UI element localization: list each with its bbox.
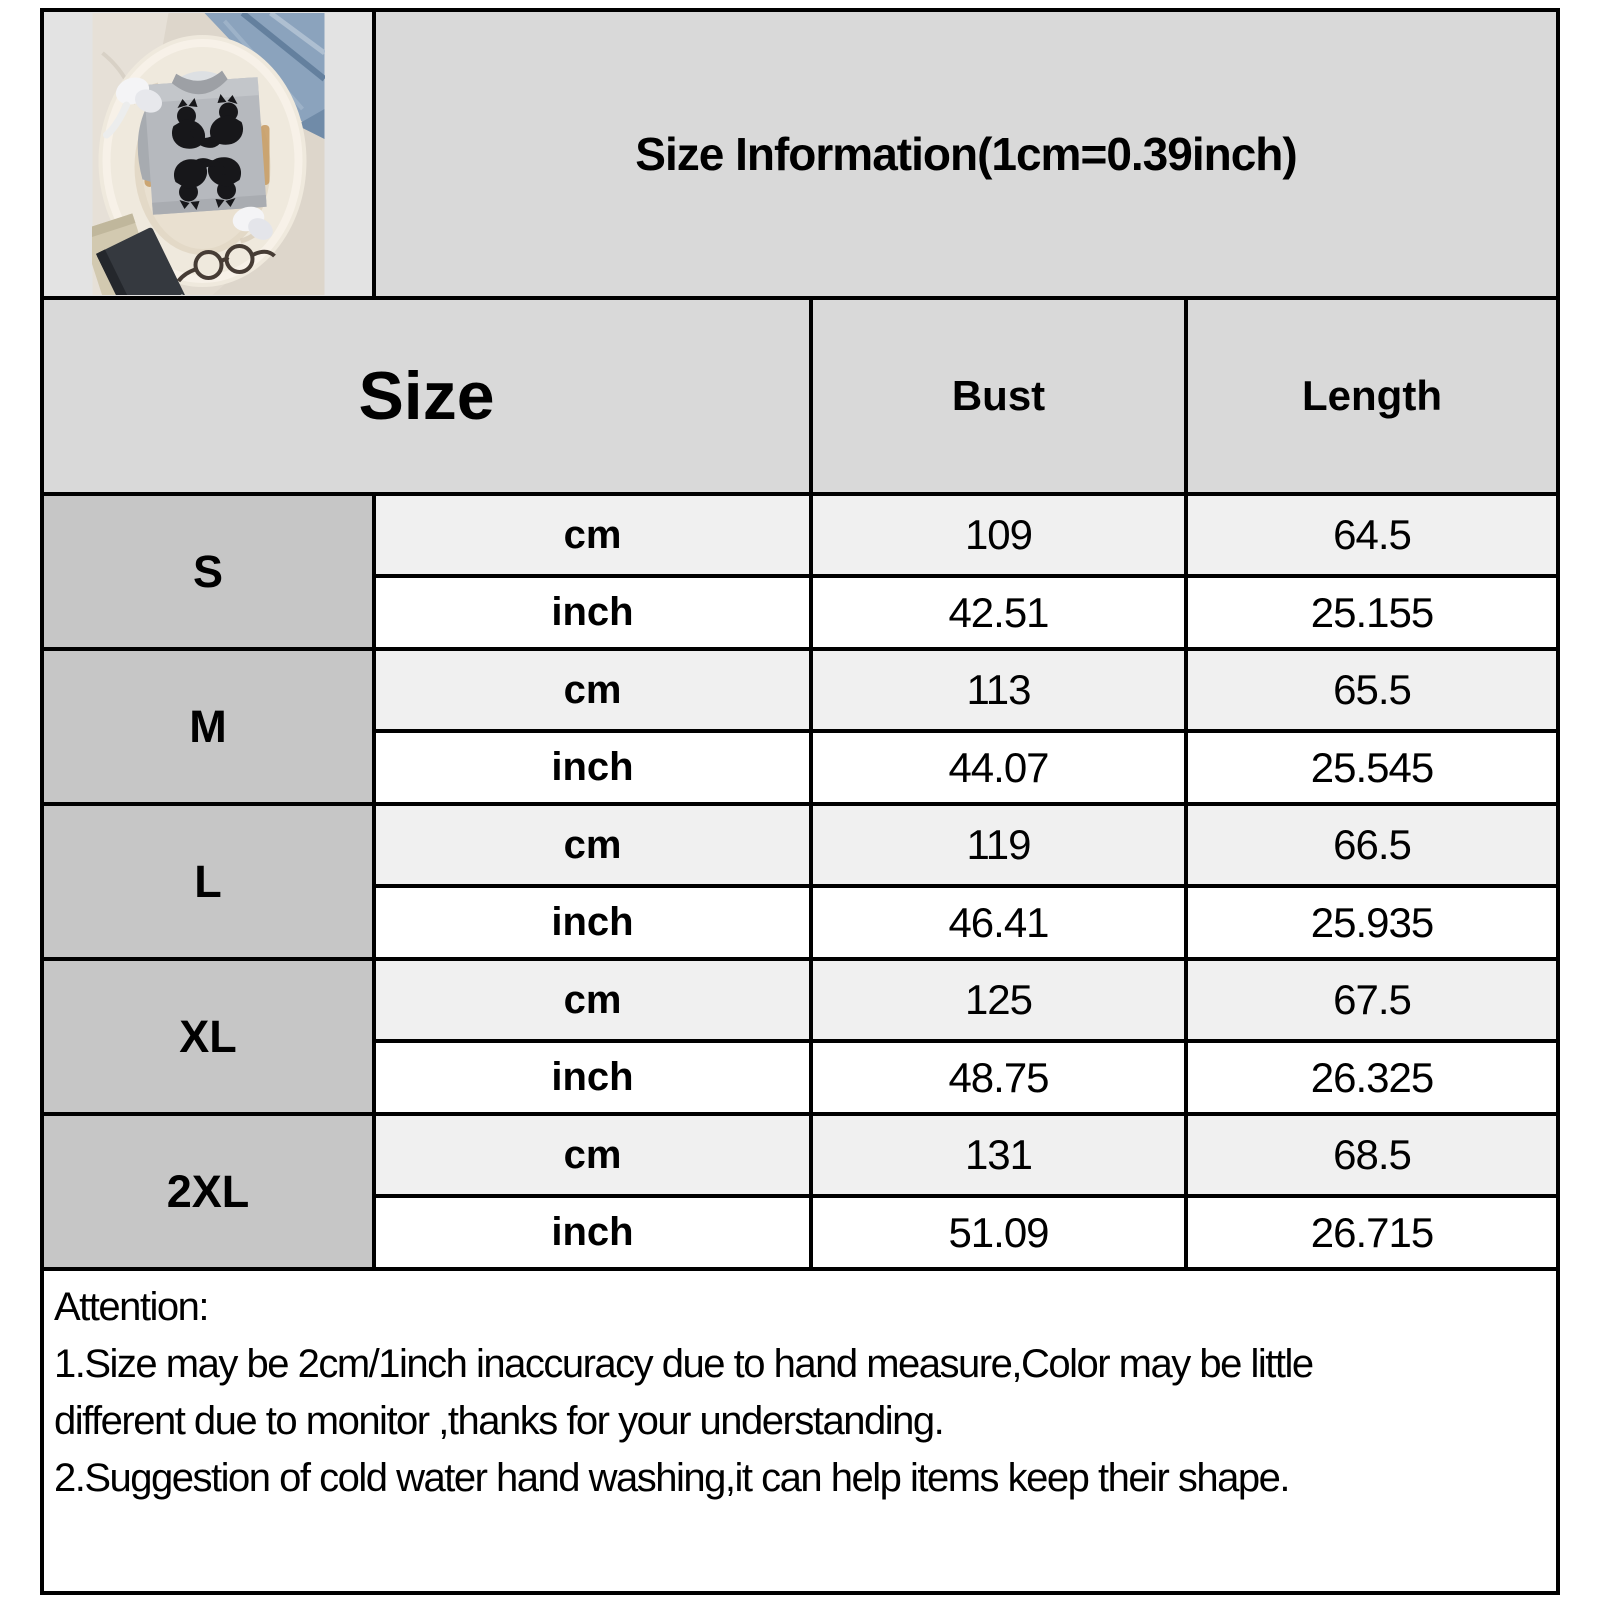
- bust-column-header: Bust: [813, 300, 1188, 496]
- row-xl-inch-length: 26.325: [1188, 1043, 1556, 1116]
- product-image-cell: [44, 12, 376, 300]
- size-column-header: Size: [44, 300, 813, 496]
- size-chart: [40, 8, 1560, 1595]
- row-m-cm-bust: 113: [813, 651, 1188, 733]
- row-s-inch-bust: 42.51: [813, 578, 1188, 651]
- row-2xl-inch-unit: inch: [376, 1198, 813, 1271]
- length-column-header: Length: [1188, 300, 1556, 496]
- row-l-cm-length: 66.5: [1188, 806, 1556, 888]
- row-l-inch-unit: inch: [376, 888, 813, 961]
- row-xl-inch-unit: inch: [376, 1043, 813, 1116]
- size-label-s: S: [44, 496, 376, 651]
- row-s-inch-length: 25.155: [1188, 578, 1556, 651]
- row-l-inch-bust: 46.41: [813, 888, 1188, 961]
- row-m-inch-length: 25.545: [1188, 733, 1556, 806]
- row-m-cm-length: 65.5: [1188, 651, 1556, 733]
- size-label-2xl: 2XL: [44, 1116, 376, 1271]
- row-m-cm-unit: cm: [376, 651, 813, 733]
- row-xl-cm-length: 67.5: [1188, 961, 1556, 1043]
- row-l-cm-unit: cm: [376, 806, 813, 888]
- row-2xl-inch-length: 26.715: [1188, 1198, 1556, 1271]
- row-s-inch-unit: inch: [376, 578, 813, 651]
- row-2xl-inch-bust: 51.09: [813, 1198, 1188, 1271]
- row-xl-inch-bust: 48.75: [813, 1043, 1188, 1116]
- attention-line-3: 2.Suggestion of cold water hand washing,it can help items keep their shape.: [54, 1456, 1289, 1500]
- row-s-cm-length: 64.5: [1188, 496, 1556, 578]
- row-2xl-cm-bust: 131: [813, 1116, 1188, 1198]
- page-title: Size Information(1cm=0.39inch): [635, 128, 1297, 180]
- row-s-cm-bust: 109: [813, 496, 1188, 578]
- size-label-l: L: [44, 806, 376, 961]
- size-label-m: M: [44, 651, 376, 806]
- row-s-cm-unit: cm: [376, 496, 813, 578]
- row-l-inch-length: 25.935: [1188, 888, 1556, 961]
- attention-section: [44, 1271, 1556, 1591]
- row-xl-cm-bust: 125: [813, 961, 1188, 1043]
- row-xl-cm-unit: cm: [376, 961, 813, 1043]
- attention-heading: Attention:: [54, 1285, 209, 1329]
- row-l-cm-bust: 119: [813, 806, 1188, 888]
- title-cell: [376, 12, 1556, 300]
- attention-note: [54, 1279, 1313, 1507]
- product-photo: [92, 13, 325, 295]
- row-m-inch-unit: inch: [376, 733, 813, 806]
- attention-line-1: 1.Size may be 2cm/1inch inaccuracy due to hand measure,Color may be little: [54, 1342, 1313, 1386]
- size-label-xl: XL: [44, 961, 376, 1116]
- row-2xl-cm-length: 68.5: [1188, 1116, 1556, 1198]
- row-2xl-cm-unit: cm: [376, 1116, 813, 1198]
- attention-line-2: different due to monitor ,thanks for your understanding.: [54, 1399, 944, 1443]
- row-m-inch-bust: 44.07: [813, 733, 1188, 806]
